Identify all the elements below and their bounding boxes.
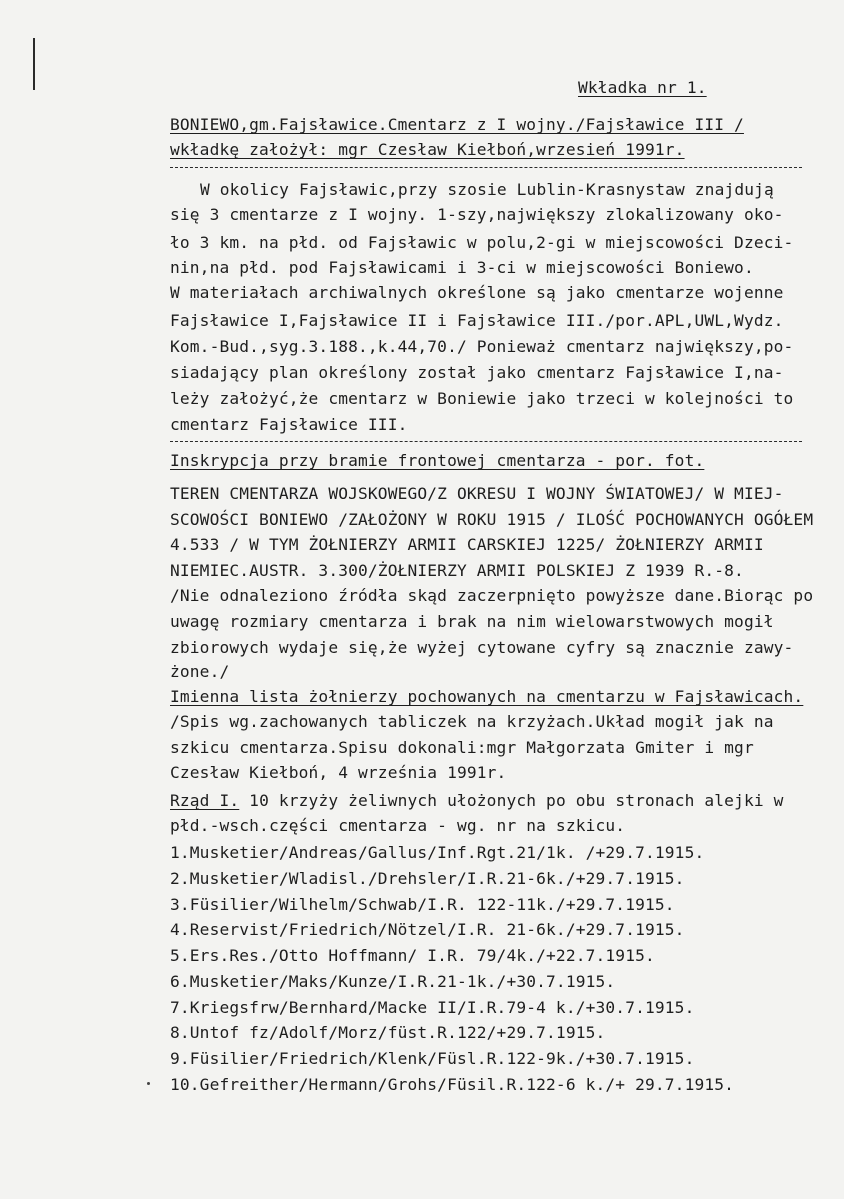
row-description [170,791,784,811]
inscription-line: NIEMIEC.AUSTR. 3.300/ŻOŁNIERZY ARMII POLSKIEJ Z 1939 R.-8. [170,561,744,580]
soldier-entry: 5.Ers.Res./Otto Hoffmann/ I.R. 79/4k./+22.7.1915. [170,946,655,965]
intro-line: się 3 cmentarze z I wojny. 1-szy,największy zlokalizowany oko- [170,205,784,224]
soldier-entry: 7.Kriegsfrw/Bernhard/Macke II/I.R.79-4 k./+30.7.1915. [170,998,695,1017]
soldier-entry: 6.Musketier/Maks/Kunze/I.R.21-1k./+30.7.1915. [170,972,616,991]
stray-mark [147,1082,150,1085]
row-desc: 10 krzyży żeliwnych ułożonych po obu stronach alejki w [239,791,784,810]
soldier-entry: 4.Reservist/Friedrich/Nötzel/I.R. 21-6k./+29.7.1915. [170,920,685,939]
intro-line: siadający plan określony został jako cmentarz Fajsławice I,na- [170,363,784,382]
inscription-line: 4.533 / W TYM ŻOŁNIERZY ARMII CARSKIEJ 1225/ ŻOŁNIERZY ARMII [170,535,764,554]
soldier-entry: 3.Füsilier/Wilhelm/Schwab/I.R. 122-11k./+29.7.1915. [170,895,675,914]
row-label: Rząd I. [170,791,240,810]
author-line: wkładkę założył: mgr Czesław Kiełboń,wrzesień 1991r. [170,140,685,159]
intro-line: nin,na płd. pod Fajsławicami i 3-ci w miejscowości Boniewo. [170,258,754,277]
intro-line: Fajsławice I,Fajsławice II i Fajsławice III./por.APL,UWL,Wydz. [170,311,784,330]
soldiers-list-note: Czesław Kiełboń, 4 września 1991r. [170,763,507,782]
intro-line: ło 3 km. na płd. od Fajsławic w polu,2-gi w miejscowości Dzeci- [170,233,794,252]
soldiers-list-note: szkicu cmentarza.Spisu dokonali:mgr Małgorzata Gmiter i mgr [170,738,754,757]
soldiers-list-heading: Imienna lista żołnierzy pochowanych na cmentarzu w Fajsławicach. [170,687,804,706]
header-rule [170,167,802,168]
insert-title: Wkładka nr 1. [578,78,707,97]
inscription-line: TEREN CMENTARZA WOJSKOWEGO/Z OKRESU I WOJNY ŚWIATOWEJ/ W MIEJ- [170,484,784,503]
intro-line: Kom.-Bud.,syg.3.188.,k.44,70./ Ponieważ cmentarz największy,po- [170,337,794,356]
inscription-line: SCOWOŚCI BONIEWO /ZAŁOŻONY W ROKU 1915 / ILOŚĆ POCHOWANYCH OGÓŁEM [170,510,814,529]
soldier-entry: 8.Untof fz/Adolf/Morz/füst.R.122/+29.7.1915. [170,1023,606,1042]
inscription-line: /Nie odnaleziono źródła skąd zaczerpnięto powyższe dane.Biorąc po [170,586,814,605]
intro-line: W okolicy Fajsławic,przy szosie Lublin-Krasnystaw znajdują [200,180,774,199]
inscription-heading: Inskrypcja przy bramie frontowej cmentarza - por. fot. [170,451,705,470]
margin-mark [33,38,35,90]
intro-line: W materiałach archiwalnych określone są jako cmentarze wojenne [170,283,784,302]
soldier-entry: 2.Musketier/Wladisl./Drehsler/I.R.21-6k./+29.7.1915. [170,869,685,888]
inscription-line: zbiorowych wydaje się,że wyżej cytowane cyfry są znacznie zawy- [170,638,794,657]
intro-line: leży założyć,że cmentarz w Boniewie jako trzeci w kolejności to [170,389,794,408]
inscription-line: żone./ [170,662,230,681]
intro-line: cmentarz Fajsławice III. [170,415,408,434]
soldier-entry: 9.Füsilier/Friedrich/Klenk/Füsl.R.122-9k./+30.7.1915. [170,1049,695,1068]
inscription-line: uwagę rozmiary cmentarza i brak na nim wielowarstwowych mogił [170,612,774,631]
location-line: BONIEWO,gm.Fajsławice.Cmentarz z I wojny./Fajsławice III / [170,115,744,134]
soldier-entry: 1.Musketier/Andreas/Gallus/Inf.Rgt.21/1k. /+29.7.1915. [170,843,705,862]
soldiers-list-note: /Spis wg.zachowanych tabliczek na krzyżach.Układ mogił jak na [170,712,774,731]
intro-rule [170,441,802,442]
soldier-entry: 10.Gefreither/Hermann/Grohs/Füsil.R.122-6 k./+ 29.7.1915. [170,1075,735,1094]
row-description-2: płd.-wsch.części cmentarza - wg. nr na szkicu. [170,816,626,835]
